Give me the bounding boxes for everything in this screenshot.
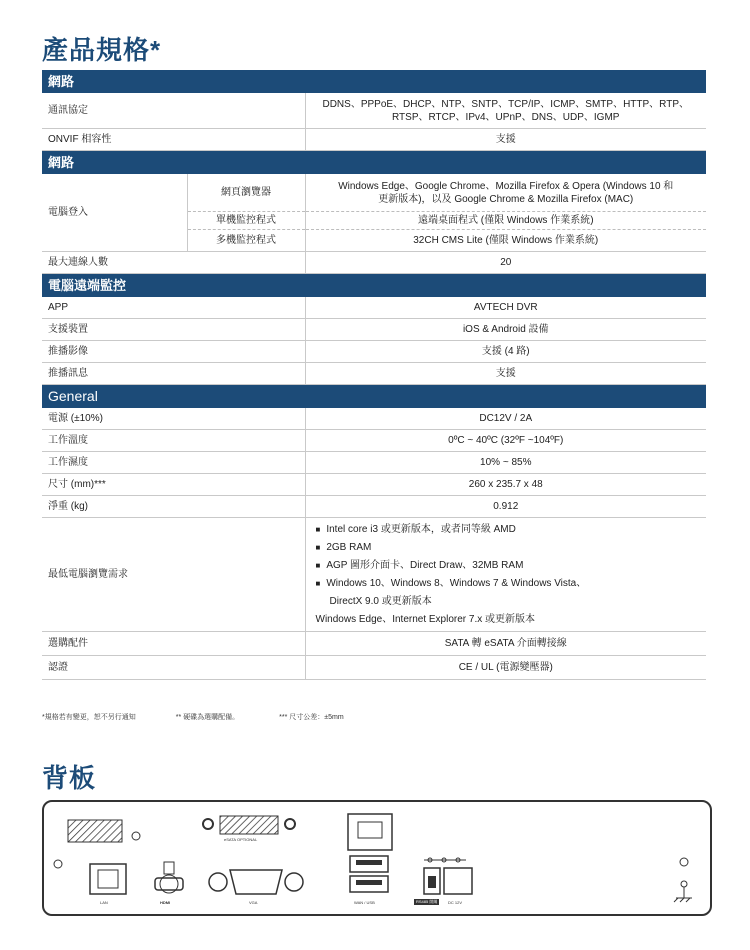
screw-hole bbox=[285, 819, 295, 829]
row-app: APP AVTECH DVR bbox=[42, 297, 706, 319]
section-network-1: 網路 bbox=[42, 70, 706, 93]
row-push-video: 推播影像 支援 (4 路) bbox=[42, 341, 706, 363]
row-power: 電源 (±10%) DC12V / 2A bbox=[42, 408, 706, 430]
row-accessories: 選購配件 SATA 轉 eSATA 介面轉接線 bbox=[42, 632, 706, 656]
screw-hole bbox=[132, 832, 140, 840]
bullet-item: ■ Intel core i3 或更新版本，或者同等級 AMD bbox=[316, 521, 701, 539]
esata-label: eSATA OPTIONAL bbox=[224, 837, 258, 842]
vent-hatch bbox=[68, 820, 122, 842]
row-max-users: 最大連線人數 20 bbox=[42, 252, 706, 274]
bullet-item: ■ AGP 圖形介面卡、Direct Draw、32MB RAM bbox=[316, 557, 701, 575]
bullet-item: ■ Windows 10、Windows 8、Windows 7 & Windows Vista、 bbox=[316, 575, 701, 593]
back-panel-drawing bbox=[44, 802, 710, 914]
wan-port bbox=[348, 814, 392, 850]
row-op-temp: 工作溫度 0ºC ~ 40ºC (32ºF ~104ºF) bbox=[42, 430, 706, 452]
row-pc-login-multi: 多機監控程式 32CH CMS Lite (僅限 Windows 作業系統) bbox=[42, 230, 706, 252]
row-op-humidity: 工作濕度 10% ~ 85% bbox=[42, 452, 706, 474]
page-title: 產品規格* bbox=[42, 35, 162, 65]
vga-port bbox=[209, 870, 303, 894]
row-protocol: 通訊協定 DDNS、PPPoE、DHCP、NTP、SNTP、TCP/IP、ICMP、SMTP、HTTP、RTP、 RTSP、RTCP、IPv4、UPnP、DNS、UDP、IGMP bbox=[42, 93, 706, 129]
wan-usb-label: WAN / USB bbox=[354, 900, 375, 905]
row-push-msg: 推播訊息 支援 bbox=[42, 363, 706, 385]
usb-ports bbox=[350, 856, 388, 892]
footnotes: *規格若有變更，恕不另行通知 ** 硬碟為選購配備。 *** 尺寸公差：±5mm bbox=[42, 714, 344, 721]
ground-icon bbox=[674, 881, 692, 902]
row-cert: 認證 CE / UL (電源變壓器) bbox=[42, 656, 706, 680]
lan-label: LAN bbox=[100, 900, 108, 905]
dc-power-port bbox=[444, 868, 472, 894]
screw-hole bbox=[54, 860, 62, 868]
hdmi-label: HDMI bbox=[160, 900, 171, 905]
vga-label: VGA bbox=[249, 900, 258, 905]
dc-label: DC 12V bbox=[448, 900, 463, 905]
back-panel bbox=[42, 800, 712, 916]
section-network-2: 網路 bbox=[42, 151, 706, 174]
spec-table bbox=[42, 70, 706, 680]
rs485-label: RS485 開關 bbox=[416, 899, 438, 904]
esata-port bbox=[220, 816, 278, 834]
lan-port bbox=[90, 864, 126, 894]
row-onvif: ONVIF 相容性 支援 bbox=[42, 129, 706, 151]
back-panel-title: 背板 bbox=[42, 763, 97, 793]
row-min-pc: 最低電腦瀏覽需求 ■ Intel core i3 或更新版本，或者同等級 AMD ■ 2GB RAM ■ AGP 圖形介面卡、Direct Draw、32MB RAM ■ Windows 10、Windows 8、Windows 7 & Windows Vista、 DirectX 9.0 或更新版本 Windows Edge、Internet Explorer 7.x 或更新版本 bbox=[42, 518, 706, 632]
row-dimensions: 尺寸 (mm)*** 260 x 235.7 x 48 bbox=[42, 474, 706, 496]
row-pc-login-single: 單機監控程式 遠端桌面程式 (僅限 Windows 作業系統) bbox=[42, 212, 706, 230]
row-weight: 淨重 (kg) 0.912 bbox=[42, 496, 706, 518]
section-remote: 電腦遠端監控 bbox=[42, 274, 706, 297]
hdmi-port bbox=[155, 862, 183, 893]
row-pc-login-browser: 電腦登入 網頁瀏覽器 Windows Edge、Google Chrome、Mozilla Firefox & Opera (Windows 10 和 更新版本)，以及 Google Chrome & Mozilla Firefox (MAC) bbox=[42, 174, 706, 212]
screw-hole bbox=[680, 858, 688, 866]
bullet-item: ■ 2GB RAM bbox=[316, 539, 701, 557]
row-devices: 支援裝置 iOS & Android 設備 bbox=[42, 319, 706, 341]
screw-hole bbox=[203, 819, 213, 829]
rs485-terminal bbox=[424, 858, 466, 894]
section-general: General bbox=[42, 385, 706, 408]
